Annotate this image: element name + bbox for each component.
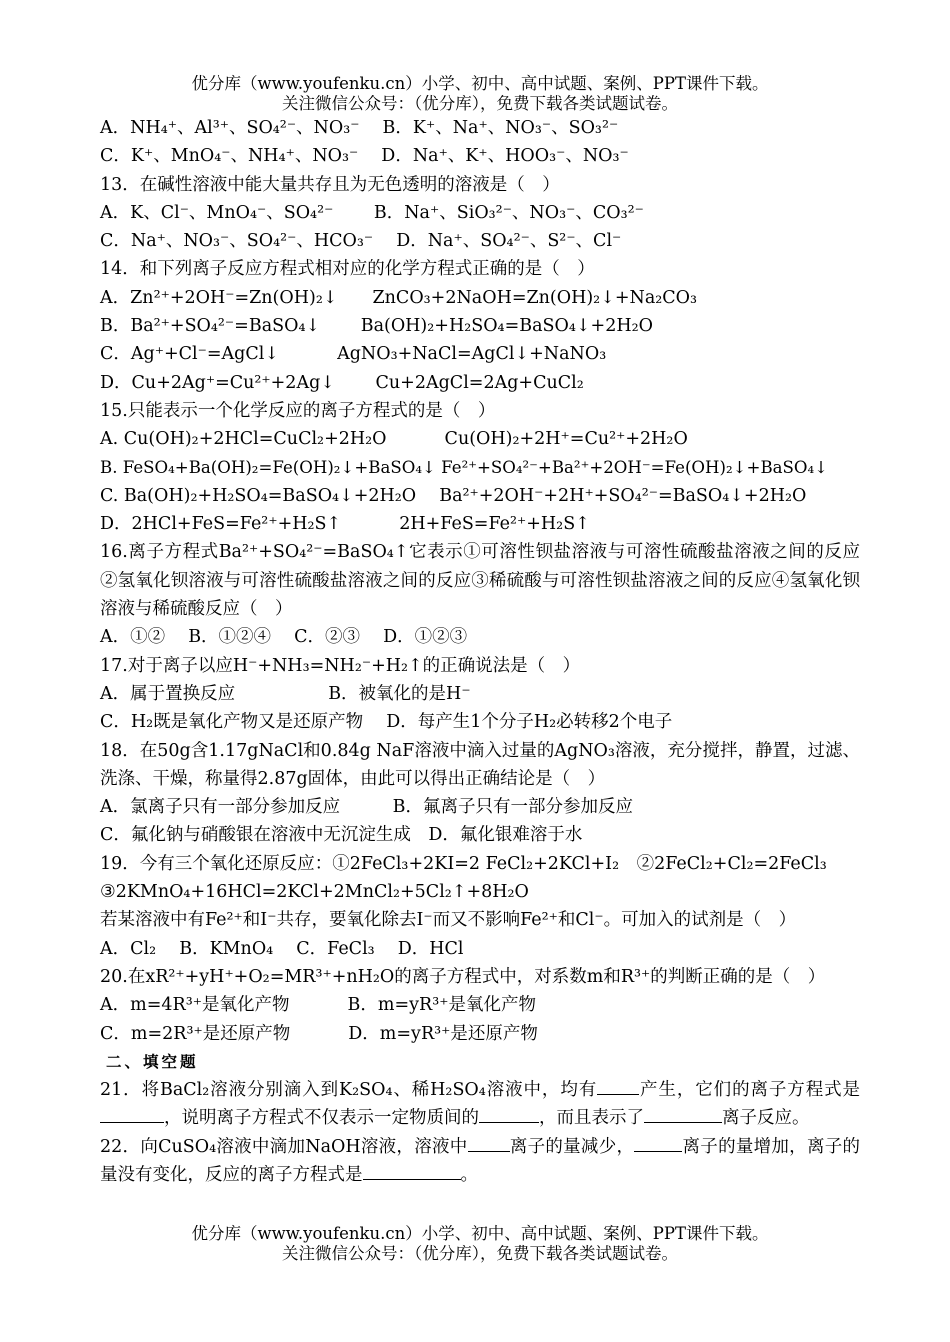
text-line: A. Cu(OH)₂+2HCl=CuCl₂+2H₂O Cu(OH)₂+2H⁺=Cu²⁺+2H₂O: [100, 429, 688, 450]
answer-blank[interactable]: [634, 1133, 682, 1152]
question-16: 16.离子方程式Ba²⁺+SO₄²⁻=BaSO₄↑它表示①可溶性钡盐溶液与可溶性硫酸盐溶液之间的反应②氢氧化钡溶液与可溶性硫酸盐溶液之间的反应③稀硫酸与可溶性钡盐溶液之间的反应④氢氧化钡溶液与稀硫酸反应（ ）: [100, 542, 860, 620]
text-line: 15.只能表示一个化学反应的离子方程式的是（ ）: [100, 400, 496, 421]
text-line: D．Cu+2Ag⁺=Cu²⁺+2Ag↓ Cu+2AgCl=2Ag+CuCl₂: [100, 372, 584, 393]
text-line: A．m=4R³⁺是氧化产物 B．m=yR³⁺是氧化产物: [100, 995, 536, 1016]
text-line: A．K、Cl⁻、MnO₄⁻、SO₄²⁻ B．Na⁺、SiO₃²⁻、NO₃⁻、CO₃²⁻: [100, 202, 644, 223]
text-line: C. Ba(OH)₂+H₂SO₄=BaSO₄↓+2H₂O Ba²⁺+2OH⁻+2H⁺+SO₄²⁻=BaSO₄↓+2H₂O: [100, 485, 807, 506]
text-line: C．K⁺、MnO₄⁻、NH₄⁺、NO₃⁻ D．Na⁺、K⁺、HOO₃⁻、NO₃⁻: [100, 146, 629, 167]
text-line: A．属于置换反应 B．被氧化的是H⁻: [100, 683, 471, 704]
section-heading-fill-in: 二、填空题: [106, 1051, 199, 1071]
q22-text-2: 离子的量减少，: [509, 1136, 635, 1157]
question-block-2: [100, 623, 860, 736]
page-footer: [100, 1224, 860, 1264]
text-line: A．NH₄⁺、Al³⁺、SO₄²⁻、NO₃⁻ B．K⁺、Na⁺、NO₃⁻、SO₃²⁻: [100, 118, 619, 138]
question-22: [100, 1133, 860, 1190]
q21-text-5: 离子反应。: [722, 1108, 810, 1129]
text-line: 17.对于离子以应H⁻+NH₃=NH₂⁻+H₂↑的正确说法是（ ）: [100, 655, 581, 676]
text-line: C．Na⁺、NO₃⁻、SO₄²⁻、HCO₃⁻ D．Na⁺、SO₄²⁻、S²⁻、Cl⁻: [100, 231, 622, 252]
q21-text-3: ，说明离子方程式不仅表示一定物质间的: [164, 1108, 479, 1129]
question-21: [100, 1076, 860, 1133]
question-block-3: [100, 793, 860, 1048]
text-line: A．Cl₂ B．KMnO₄ C．FeCl₃ D．HCl: [100, 938, 464, 959]
text-line: B．Ba²⁺+SO₄²⁻=BaSO₄↓ Ba(OH)₂+H₂SO₄=BaSO₄↓+2H₂O: [100, 316, 653, 337]
text-line: A．①② B．①②④ C．②③ D．①②③: [100, 627, 468, 648]
text-line: A．Zn²⁺+2OH⁻=Zn(OH)₂↓ ZnCO₃+2NaOH=Zn(OH)₂↓+Na₂CO₃: [100, 287, 698, 308]
text-line: 若某溶液中有Fe²⁺和I⁻共存，要氧化除去I⁻而又不影响Fe²⁺和Cl⁻。可加入的试剂是（ ）: [100, 910, 797, 931]
text-line: C．Ag⁺+Cl⁻=AgCl↓ AgNO₃+NaCl=AgCl↓+NaNO₃: [100, 344, 607, 365]
q21-text-4: ，而且表示了: [539, 1108, 644, 1129]
footer-line-1: 优分库（www.youfenku.cn）小学、初中、高中试题、案例、PPT课件下载。: [191, 1224, 769, 1243]
text-line: B. FeSO₄+Ba(OH)₂=Fe(OH)₂↓+BaSO₄↓ Fe²⁺+SO₄²⁻+Ba²⁺+2OH⁻=Fe(OH)₂↓+BaSO₄↓: [100, 457, 829, 477]
text-line: C．氟化钠与硝酸银在溶液中无沉淀生成 D．氟化银难溶于水: [100, 825, 583, 846]
q21-text-2: 产生，它们的离子方程式是: [639, 1080, 860, 1101]
page-header: [100, 74, 860, 114]
q22-text-1: 22．向CuSO₄溶液中滴加NaOH溶液，溶液中: [100, 1136, 468, 1157]
text-line: D．2HCl+FeS=Fe²⁺+H₂S↑ 2H+FeS=Fe²⁺+H₂S↑: [100, 514, 590, 535]
q22-text-3: 离子的量增加，离子的量没有变化，反应的离子方程式是: [100, 1136, 861, 1185]
header-line-1: 优分库（www.youfenku.cn）小学、初中、高中试题、案例、PPT课件下载。: [191, 74, 769, 93]
question-block-1: [100, 114, 860, 538]
text-line: A．氯离子只有一部分参加反应 B．氟离子只有一部分参加反应: [100, 797, 633, 818]
text-line: ③2KMnO₄+16HCl=2KCl+2MnCl₂+5Cl₂↑+8H₂O: [100, 882, 529, 903]
text-line: 13．在碱性溶液中能大量共存且为无色透明的溶液是（ ）: [100, 174, 560, 195]
header-line-2: 关注微信公众号：（优分库），免费下载各类试题试卷。: [282, 94, 678, 113]
answer-blank[interactable]: [644, 1104, 722, 1123]
text-line: 19．今有三个氧化还原反应：①2FeCl₃+2KI=2 FeCl₂+2KCl+I₂ ②2FeCl₂+Cl₂=2FeCl₃: [100, 853, 827, 874]
footer-line-2: 关注微信公众号：（优分库），免费下载各类试题试卷。: [282, 1244, 678, 1263]
answer-blank[interactable]: [597, 1076, 639, 1095]
text-line: 20.在xR²⁺+yH⁺+O₂=MR³⁺+nH₂O的离子方程式中，对系数m和R³⁺的判断正确的是（ ）: [100, 966, 826, 987]
text-line: C．H₂既是氧化产物又是还原产物 D．每产生1个分子H₂必转移2个电子: [100, 712, 673, 733]
exam-page: [100, 74, 860, 1189]
answer-blank[interactable]: [468, 1133, 510, 1152]
question-18: 18．在50g含1.17gNaCl和0.84g NaF溶液中滴入过量的AgNO₃溶液，充分搅拌，静置，过滤、洗涤、干燥，称量得2.87g固体，由此可以得出正确结论是（ ）: [100, 740, 860, 789]
text-line: C．m=2R³⁺是还原产物 D．m=yR³⁺是还原产物: [100, 1023, 538, 1044]
answer-blank[interactable]: [363, 1161, 461, 1180]
answer-blank[interactable]: [100, 1104, 164, 1123]
q22-text-4: 。: [460, 1164, 478, 1185]
answer-blank[interactable]: [479, 1104, 539, 1123]
q21-text-1: 21．将BaCl₂溶液分别滴入到K₂SO₄、稀H₂SO₄溶液中，均有: [100, 1080, 598, 1101]
text-line: 14．和下列离子反应方程式相对应的化学方程式正确的是（ ）: [100, 259, 595, 280]
